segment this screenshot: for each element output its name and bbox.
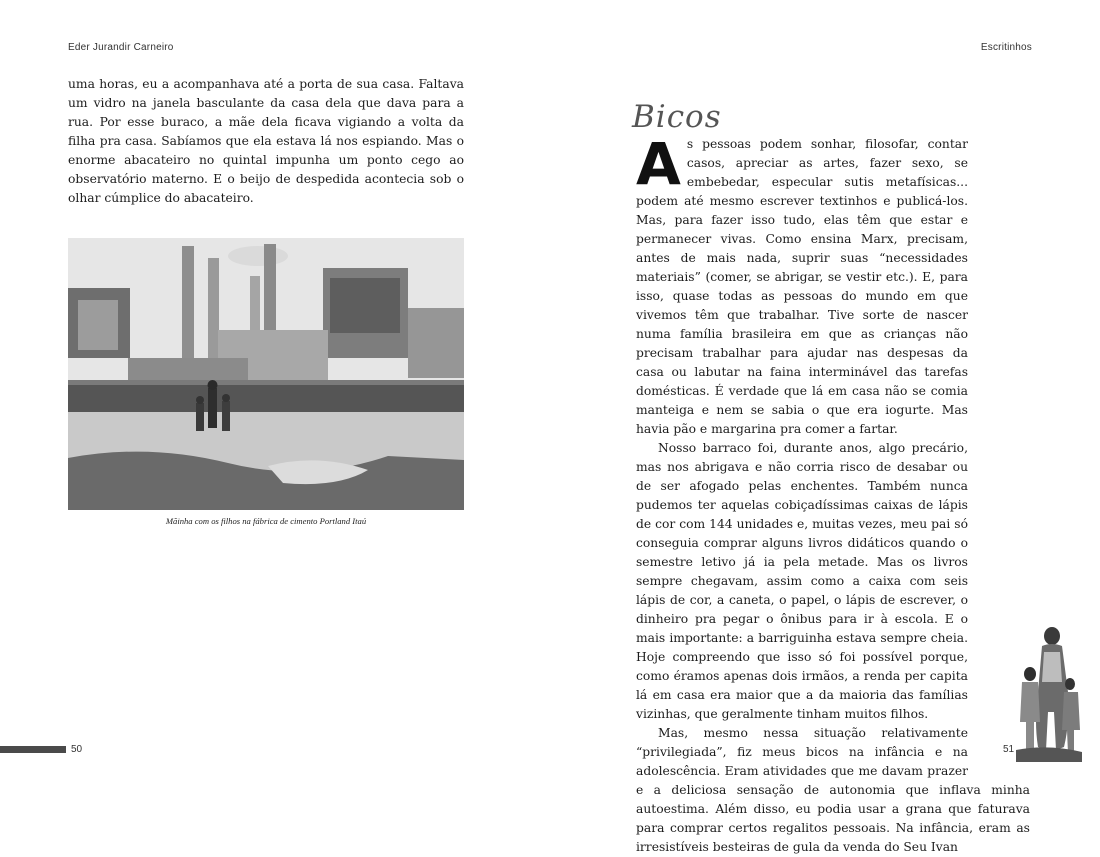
page-number-left: 50 [71, 744, 83, 755]
running-head-author: Eder Jurandir Carneiro [68, 42, 174, 53]
paragraph-3: Mas, mesmo nessa situação relativamente “privilegiada”, fiz meus bicos na infância e na adolescência. Eram atividades que me davam prazer e a deliciosa sensação de autonomia que inflava minha autoestima. Além disso, eu podia usar a grana que faturava para comprar certos regalitos pessoais. Na infância, eram as irresistíveis besteiras de gula da venda do Seu Ivan [636, 726, 1030, 854]
left-page [0, 0, 550, 790]
page-number-right: 51 [1003, 744, 1015, 755]
photo-caption: Mãinha com os filhos na fábrica de cimento Portland Itaú [165, 516, 367, 526]
family-cutout-photo [1012, 622, 1084, 762]
drop-cap: A [636, 130, 681, 198]
factory-photo [68, 238, 464, 510]
paragraph-1-text: s pessoas podem sonhar, filosofar, contar casos, apreciar as artes, fazer sexo, se embebedar, especular sutis metafísicas... podem até mesmo escrever textinhos e publicá-los. Mas, para fazer isso tudo, elas têm que estar e permanecer vivas. Como ensina Marx, precisam, antes de mais nada, suprir suas “necessidades materiais” (comer, se abrigar, se vestir etc.). E, para isso, quase todas as pessoas do mundo em que vivemos têm que trabalhar. Tive sorte de nascer numa família brasileira em que as crianças não precisam trabalhar para ajudar nas despesas da casa ou labutar na faina interminável das tarefas domésticas. É verdade que lá em casa não se comia manteiga e nem se sabia o que era iogurte. Mas havia pão e margarina pra comer a fartar. [636, 137, 968, 436]
left-body-text: uma horas, eu a acompanhava até a porta de sua casa. Faltava um vidro na janela basculante da casa dela que dava para a rua. Por esse buraco, a mãe dela ficava vigiando a volta da filha pra casa. Sabíamos que ela estava lá nos espiando. Mas o enorme abacateiro no quintal impunha um ponto cego ao observatório materno. E o beijo de despedida acontecia sob o olhar cúmplice do abacateiro. [68, 77, 464, 205]
chapter-title: Bicos [632, 98, 722, 135]
chapter-text [636, 130, 1030, 857]
running-head-book: Escritinhos [980, 42, 1032, 53]
paragraph-1 [636, 130, 1030, 439]
paragraph-2: Nosso barraco foi, durante anos, algo precário, mas nos abrigava e não corria risco de desabar ou de ser afogado pelas enchentes. Também nunca pudemos ter aquelas cobiçadíssimas caixas de lápis de cor com 144 unidades e, muitas vezes, meu pai só conseguia comprar alguns livros didáticos quando o semestre letivo já ia pela metade. Mas os livros sempre chegavam, assim como a caixa com seis lápis de cor, a caneta, o papel, o lápis de escrever, o dinheiro pra pegar o ônibus para ir à escola. E o mais importante: a barriguinha estava sempre cheia. Hoje compreendo que isso só foi possível porque, como éramos apenas dois irmãos, a renda per capita lá em casa era maior que a da maioria das famílias vizinhas, que geralmente tinham muitos filhos. [636, 441, 968, 721]
footer-bar [0, 746, 66, 753]
